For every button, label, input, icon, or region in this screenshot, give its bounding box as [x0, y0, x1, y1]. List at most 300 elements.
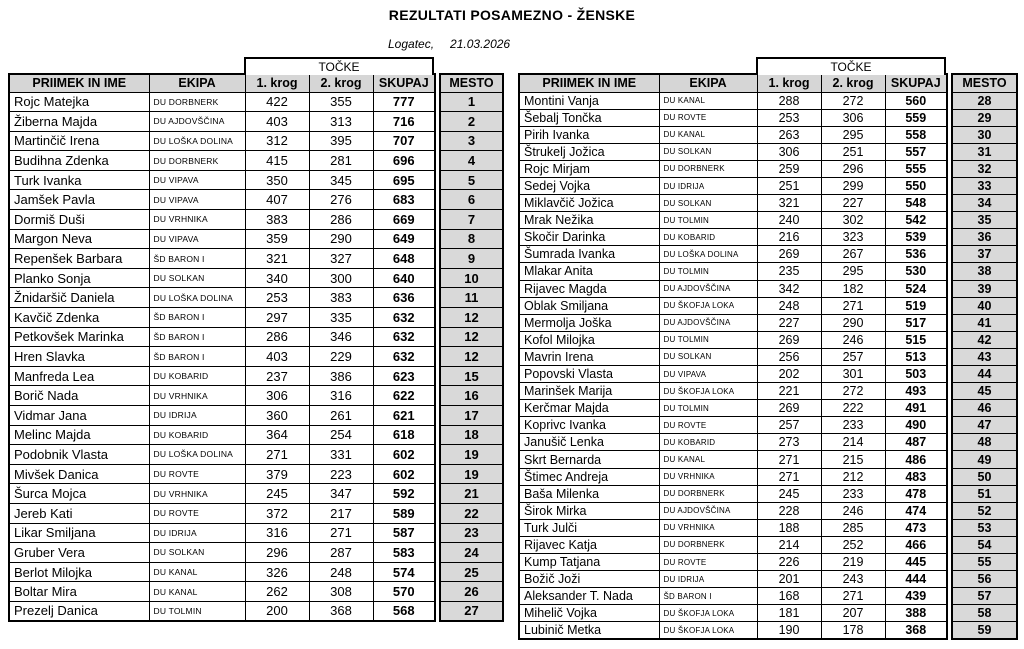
- round1-cell: 259: [757, 160, 821, 177]
- player-name-cell: Mlakar Anita: [519, 263, 659, 280]
- player-name-cell: Turk Julči: [519, 519, 659, 536]
- round2-cell: 281: [309, 151, 373, 171]
- round1-cell: 216: [757, 229, 821, 246]
- player-name-cell: Melinc Majda: [9, 425, 149, 445]
- table-row: [9, 366, 435, 386]
- player-name-cell: Štrukelj Jožica: [519, 143, 659, 160]
- table-row: [440, 288, 503, 308]
- table-row: [952, 212, 1017, 229]
- place-cell: 27: [440, 601, 503, 621]
- round1-cell: 306: [757, 143, 821, 160]
- table-row: [440, 308, 503, 328]
- team-cell: DU KOBARID: [659, 229, 757, 246]
- team-cell: DU ROVTE: [659, 554, 757, 571]
- total-cell: 490: [885, 417, 947, 434]
- total-cell: 486: [885, 451, 947, 468]
- player-name-cell: Planko Sonja: [9, 268, 149, 288]
- points-group-header: TOČKE: [756, 57, 946, 75]
- table-row: [952, 383, 1017, 400]
- table-row: [952, 92, 1017, 109]
- total-cell: 445: [885, 554, 947, 571]
- round1-cell: 296: [245, 543, 309, 563]
- total-cell: 632: [373, 327, 435, 347]
- total-cell: 530: [885, 263, 947, 280]
- table-row: [519, 177, 947, 194]
- col-header-round1: 1. krog: [245, 74, 309, 92]
- table-row: [952, 571, 1017, 588]
- player-name-cell: Lubinič Metka: [519, 622, 659, 639]
- table-row: [952, 502, 1017, 519]
- table-row: [519, 348, 947, 365]
- round1-cell: 340: [245, 268, 309, 288]
- round2-cell: 327: [309, 249, 373, 269]
- total-cell: 483: [885, 468, 947, 485]
- round1-cell: 253: [245, 288, 309, 308]
- table-row: [952, 536, 1017, 553]
- table-row: [9, 386, 435, 406]
- round1-cell: 350: [245, 170, 309, 190]
- team-cell: DU KOBARID: [149, 425, 245, 445]
- table-row: [440, 503, 503, 523]
- round2-cell: 323: [821, 229, 885, 246]
- round1-cell: 407: [245, 190, 309, 210]
- place-cell: 25: [440, 562, 503, 582]
- place-cell: 37: [952, 246, 1017, 263]
- team-cell: DU DORBNERK: [659, 160, 757, 177]
- place-cell: 24: [440, 543, 503, 563]
- place-cell: 31: [952, 143, 1017, 160]
- round1-cell: 359: [245, 229, 309, 249]
- round2-cell: 368: [309, 601, 373, 621]
- player-name-cell: Marinšek Marija: [519, 383, 659, 400]
- team-cell: DU SOLKAN: [659, 348, 757, 365]
- team-cell: DU LOŠKA DOLINA: [149, 288, 245, 308]
- team-cell: DU ROVTE: [149, 464, 245, 484]
- table-row: [9, 112, 435, 132]
- player-name-cell: Repenšek Barbara: [9, 249, 149, 269]
- table-row: [952, 417, 1017, 434]
- main-table-right: [518, 73, 948, 640]
- team-cell: DU KANAL: [149, 582, 245, 602]
- table-row: [9, 562, 435, 582]
- table-row: [519, 468, 947, 485]
- player-name-cell: Širok Mirka: [519, 502, 659, 519]
- round1-cell: 415: [245, 151, 309, 171]
- place-cell: 1: [440, 92, 503, 112]
- place-cell: 46: [952, 400, 1017, 417]
- place-cell: 23: [440, 523, 503, 543]
- player-name-cell: Jamšek Pavla: [9, 190, 149, 210]
- total-cell: 491: [885, 400, 947, 417]
- round2-cell: 223: [309, 464, 373, 484]
- round2-cell: 285: [821, 519, 885, 536]
- round2-cell: 227: [821, 195, 885, 212]
- table-row: [440, 131, 503, 151]
- total-cell: 536: [885, 246, 947, 263]
- table-row: [519, 366, 947, 383]
- team-cell: DU ŠKOFJA LOKA: [659, 622, 757, 639]
- round1-cell: 269: [757, 246, 821, 263]
- table-row: [440, 366, 503, 386]
- total-cell: 519: [885, 297, 947, 314]
- col-header-team: EKIPA: [659, 74, 757, 92]
- player-name-cell: Mrak Nežika: [519, 212, 659, 229]
- total-cell: 602: [373, 464, 435, 484]
- table-row: [952, 109, 1017, 126]
- place-cell: 17: [440, 406, 503, 426]
- round2-cell: 272: [821, 92, 885, 109]
- round1-cell: 237: [245, 366, 309, 386]
- date-line: [388, 37, 510, 51]
- total-cell: 493: [885, 383, 947, 400]
- total-cell: 632: [373, 347, 435, 367]
- total-cell: 558: [885, 126, 947, 143]
- place-cell: 59: [952, 622, 1017, 639]
- round2-cell: 300: [309, 268, 373, 288]
- round2-cell: 313: [309, 112, 373, 132]
- table-row: [9, 523, 435, 543]
- team-cell: DU TOLMIN: [659, 331, 757, 348]
- table-row: [9, 445, 435, 465]
- round1-cell: 269: [757, 331, 821, 348]
- round2-cell: 301: [821, 366, 885, 383]
- round2-cell: 306: [821, 109, 885, 126]
- round2-cell: 383: [309, 288, 373, 308]
- table-row: [519, 383, 947, 400]
- team-cell: DU AJDOVŠČINA: [659, 502, 757, 519]
- total-cell: 574: [373, 562, 435, 582]
- col-header-total: SKUPAJ: [373, 74, 435, 92]
- player-name-cell: Dormiš Duši: [9, 210, 149, 230]
- place-cell: 29: [952, 109, 1017, 126]
- total-cell: 550: [885, 177, 947, 194]
- table-row: [952, 263, 1017, 280]
- player-name-cell: Žnidaršič Daniela: [9, 288, 149, 308]
- table-row: [440, 425, 503, 445]
- round2-cell: 217: [309, 503, 373, 523]
- team-cell: ŠD BARON I: [149, 308, 245, 328]
- player-name-cell: Gruber Vera: [9, 543, 149, 563]
- place-cell: 45: [952, 383, 1017, 400]
- table-row: [519, 263, 947, 280]
- team-cell: DU DORBNERK: [149, 151, 245, 171]
- round2-cell: 299: [821, 177, 885, 194]
- player-name-cell: Mihelič Vojka: [519, 605, 659, 622]
- col-header-place: MESTO: [440, 74, 503, 92]
- team-cell: DU VIPAVA: [149, 229, 245, 249]
- table-row: [519, 451, 947, 468]
- team-cell: DU VRHNIKA: [149, 210, 245, 230]
- team-cell: DU IDRIJA: [149, 523, 245, 543]
- total-cell: 707: [373, 131, 435, 151]
- place-table-left: [439, 73, 504, 622]
- table-row: [952, 605, 1017, 622]
- round1-cell: 190: [757, 622, 821, 639]
- header-row: [952, 74, 1017, 92]
- total-cell: 669: [373, 210, 435, 230]
- total-cell: 439: [885, 588, 947, 605]
- table-row: [519, 434, 947, 451]
- round2-cell: 246: [821, 331, 885, 348]
- round2-cell: 261: [309, 406, 373, 426]
- total-cell: 542: [885, 212, 947, 229]
- player-name-cell: Božič Joži: [519, 571, 659, 588]
- date-value: 21.03.2026: [450, 37, 511, 51]
- player-name-cell: Montini Vanja: [519, 92, 659, 109]
- round1-cell: 316: [245, 523, 309, 543]
- total-cell: 474: [885, 502, 947, 519]
- team-cell: DU LOŠKA DOLINA: [149, 131, 245, 151]
- team-cell: DU LOŠKA DOLINA: [149, 445, 245, 465]
- table-row: [440, 523, 503, 543]
- player-name-cell: Budihna Zdenka: [9, 151, 149, 171]
- round2-cell: 248: [309, 562, 373, 582]
- table-row: [9, 464, 435, 484]
- player-name-cell: Likar Smiljana: [9, 523, 149, 543]
- table-row: [519, 229, 947, 246]
- team-cell: DU VIPAVA: [149, 190, 245, 210]
- round2-cell: 271: [309, 523, 373, 543]
- place-cell: 55: [952, 554, 1017, 571]
- place-cell: 21: [440, 484, 503, 504]
- table-row: [519, 502, 947, 519]
- player-name-cell: Rojc Mirjam: [519, 160, 659, 177]
- table-row: [952, 588, 1017, 605]
- table-row: [9, 406, 435, 426]
- total-cell: 539: [885, 229, 947, 246]
- total-cell: 602: [373, 445, 435, 465]
- round1-cell: 201: [757, 571, 821, 588]
- total-cell: 696: [373, 151, 435, 171]
- table-row: [440, 327, 503, 347]
- table-row: [440, 386, 503, 406]
- round2-cell: 395: [309, 131, 373, 151]
- place-cell: 39: [952, 280, 1017, 297]
- player-name-cell: Skrt Bernarda: [519, 451, 659, 468]
- total-cell: 568: [373, 601, 435, 621]
- round1-cell: 221: [757, 383, 821, 400]
- total-cell: 388: [885, 605, 947, 622]
- round2-cell: 296: [821, 160, 885, 177]
- team-cell: DU DORBNERK: [659, 536, 757, 553]
- table-row: [952, 485, 1017, 502]
- table-row: [519, 143, 947, 160]
- player-name-cell: Kump Tatjana: [519, 554, 659, 571]
- table-row: [9, 503, 435, 523]
- round2-cell: 295: [821, 126, 885, 143]
- table-row: [9, 484, 435, 504]
- place-cell: 12: [440, 308, 503, 328]
- round1-cell: 263: [757, 126, 821, 143]
- round1-cell: 379: [245, 464, 309, 484]
- page-title: REZULTATI POSAMEZNO - ŽENSKE: [388, 7, 636, 23]
- table-row: [9, 268, 435, 288]
- table-row: [9, 582, 435, 602]
- place-cell: 48: [952, 434, 1017, 451]
- team-cell: DU VIPAVA: [659, 366, 757, 383]
- total-cell: 548: [885, 195, 947, 212]
- col-header-place: MESTO: [952, 74, 1017, 92]
- table-row: [952, 366, 1017, 383]
- table-row: [9, 229, 435, 249]
- total-cell: 621: [373, 406, 435, 426]
- place-cell: 54: [952, 536, 1017, 553]
- table-row: [9, 190, 435, 210]
- round1-cell: 188: [757, 519, 821, 536]
- round1-cell: 360: [245, 406, 309, 426]
- team-cell: DU KANAL: [659, 126, 757, 143]
- table-row: [952, 143, 1017, 160]
- table-row: [952, 177, 1017, 194]
- team-cell: DU KANAL: [149, 562, 245, 582]
- table-row: [952, 400, 1017, 417]
- player-name-cell: Jereb Kati: [9, 503, 149, 523]
- total-cell: 555: [885, 160, 947, 177]
- place-cell: 43: [952, 348, 1017, 365]
- round1-cell: 403: [245, 347, 309, 367]
- total-cell: 368: [885, 622, 947, 639]
- round2-cell: 229: [309, 347, 373, 367]
- round2-cell: 286: [309, 210, 373, 230]
- points-group-header: TOČKE: [244, 57, 434, 75]
- player-name-cell: Kavčič Zdenka: [9, 308, 149, 328]
- place-cell: 44: [952, 366, 1017, 383]
- place-cell: 18: [440, 425, 503, 445]
- player-name-cell: Kofol Milojka: [519, 331, 659, 348]
- total-cell: 560: [885, 92, 947, 109]
- table-row: [440, 249, 503, 269]
- total-cell: 515: [885, 331, 947, 348]
- round2-cell: 182: [821, 280, 885, 297]
- place-cell: 40: [952, 297, 1017, 314]
- table-row: [519, 212, 947, 229]
- round2-cell: 272: [821, 383, 885, 400]
- place-cell: 15: [440, 366, 503, 386]
- place-cell: 9: [440, 249, 503, 269]
- place-cell: 5: [440, 170, 503, 190]
- total-cell: 557: [885, 143, 947, 160]
- round1-cell: 245: [757, 485, 821, 502]
- round1-cell: 383: [245, 210, 309, 230]
- table-row: [952, 229, 1017, 246]
- place-cell: 34: [952, 195, 1017, 212]
- round1-cell: 200: [245, 601, 309, 621]
- header-row: [9, 74, 435, 92]
- team-cell: DU ROVTE: [659, 109, 757, 126]
- player-name-cell: Rijavec Magda: [519, 280, 659, 297]
- round2-cell: 243: [821, 571, 885, 588]
- table-row: [519, 622, 947, 639]
- player-name-cell: Mavrin Irena: [519, 348, 659, 365]
- place-cell: 2: [440, 112, 503, 132]
- round2-cell: 346: [309, 327, 373, 347]
- player-name-cell: Aleksander T. Nada: [519, 588, 659, 605]
- team-cell: DU AJDOVŠČINA: [149, 112, 245, 132]
- round2-cell: 222: [821, 400, 885, 417]
- table-row: [519, 109, 947, 126]
- player-name-cell: Šebalj Tončka: [519, 109, 659, 126]
- team-cell: ŠD BARON I: [149, 249, 245, 269]
- round1-cell: 342: [757, 280, 821, 297]
- team-cell: DU SOLKAN: [149, 268, 245, 288]
- round1-cell: 262: [245, 582, 309, 602]
- total-cell: 589: [373, 503, 435, 523]
- total-cell: 618: [373, 425, 435, 445]
- round2-cell: 178: [821, 622, 885, 639]
- total-cell: 695: [373, 170, 435, 190]
- total-cell: 473: [885, 519, 947, 536]
- round1-cell: 235: [757, 263, 821, 280]
- round1-cell: 321: [245, 249, 309, 269]
- place-cell: 16: [440, 386, 503, 406]
- total-cell: 444: [885, 571, 947, 588]
- round2-cell: 254: [309, 425, 373, 445]
- place-cell: 8: [440, 229, 503, 249]
- place-cell: 56: [952, 571, 1017, 588]
- table-row: [440, 190, 503, 210]
- round2-cell: 212: [821, 468, 885, 485]
- table-row: [440, 582, 503, 602]
- team-cell: DU ŠKOFJA LOKA: [659, 383, 757, 400]
- table-row: [9, 543, 435, 563]
- total-cell: 636: [373, 288, 435, 308]
- round1-cell: 306: [245, 386, 309, 406]
- place-cell: 52: [952, 502, 1017, 519]
- round2-cell: 287: [309, 543, 373, 563]
- total-cell: 559: [885, 109, 947, 126]
- round2-cell: 302: [821, 212, 885, 229]
- round1-cell: 271: [245, 445, 309, 465]
- round2-cell: 316: [309, 386, 373, 406]
- total-cell: 640: [373, 268, 435, 288]
- team-cell: DU VIPAVA: [149, 170, 245, 190]
- place-cell: 6: [440, 190, 503, 210]
- round2-cell: 207: [821, 605, 885, 622]
- place-cell: 32: [952, 160, 1017, 177]
- main-table-left: [8, 73, 436, 622]
- place-table-right: [951, 73, 1018, 640]
- col-header-round2: 2. krog: [821, 74, 885, 92]
- table-row: [952, 434, 1017, 451]
- table-row: [952, 280, 1017, 297]
- table-row: [440, 464, 503, 484]
- table-row: [952, 468, 1017, 485]
- player-name-cell: Žiberna Majda: [9, 112, 149, 132]
- table-row: [440, 92, 503, 112]
- table-row: [440, 445, 503, 465]
- player-name-cell: Oblak Smiljana: [519, 297, 659, 314]
- place-cell: 41: [952, 314, 1017, 331]
- place-cell: 49: [952, 451, 1017, 468]
- team-cell: ŠD BARON I: [149, 347, 245, 367]
- place-cell: 22: [440, 503, 503, 523]
- table-row: [519, 605, 947, 622]
- table-row: [440, 601, 503, 621]
- round1-cell: 271: [757, 451, 821, 468]
- round1-cell: 297: [245, 308, 309, 328]
- table-row: [952, 622, 1017, 639]
- total-cell: 524: [885, 280, 947, 297]
- team-cell: DU AJDOVŠČINA: [659, 314, 757, 331]
- table-row: [440, 406, 503, 426]
- table-row: [440, 170, 503, 190]
- table-row: [519, 92, 947, 109]
- team-cell: DU IDRIJA: [659, 177, 757, 194]
- round1-cell: 286: [245, 327, 309, 347]
- place-cell: 28: [952, 92, 1017, 109]
- table-row: [519, 400, 947, 417]
- round1-cell: 321: [757, 195, 821, 212]
